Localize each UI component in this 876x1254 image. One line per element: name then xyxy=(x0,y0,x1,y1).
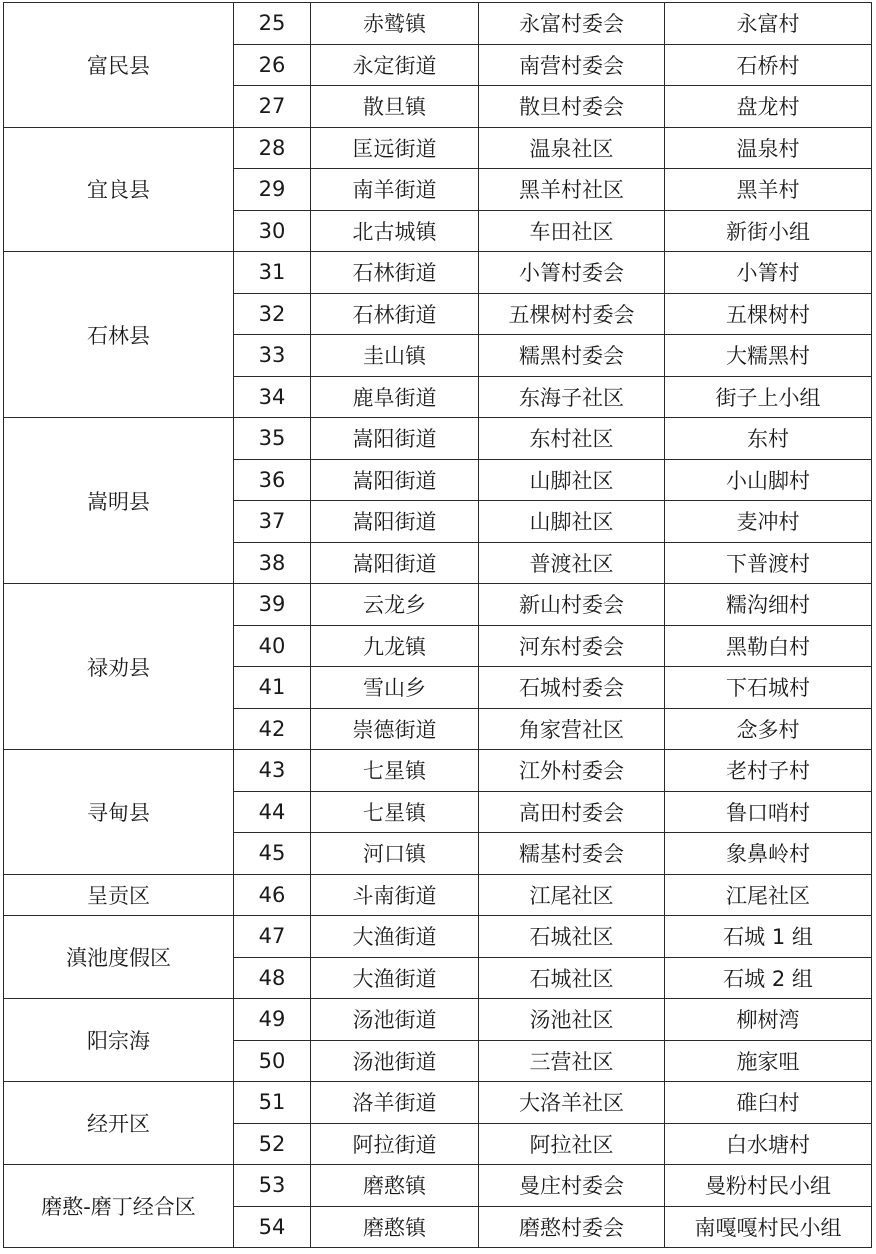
committee-cell: 曼庄村委会 xyxy=(479,1165,665,1207)
village-cell: 石城 1 组 xyxy=(665,916,872,958)
town-cell: 赤鹫镇 xyxy=(311,3,479,45)
row-number-cell: 49 xyxy=(234,999,311,1041)
town-cell: 嵩阳街道 xyxy=(311,542,479,584)
committee-cell: 山脚社区 xyxy=(479,459,665,501)
village-cell: 糯沟细村 xyxy=(665,584,872,626)
row-number-cell: 40 xyxy=(234,625,311,667)
table-row xyxy=(4,418,872,460)
table-row xyxy=(4,3,872,45)
village-cell: 盘龙村 xyxy=(665,86,872,128)
town-cell: 嵩阳街道 xyxy=(311,418,479,460)
village-cell: 鲁口哨村 xyxy=(665,791,872,833)
town-cell: 石林街道 xyxy=(311,252,479,294)
table-row xyxy=(4,916,872,958)
committee-cell: 河东村委会 xyxy=(479,625,665,667)
row-number-cell: 38 xyxy=(234,542,311,584)
table-row xyxy=(4,252,872,294)
town-cell: 汤池街道 xyxy=(311,1040,479,1082)
row-number-cell: 34 xyxy=(234,376,311,418)
town-cell: 河口镇 xyxy=(311,833,479,875)
town-cell: 九龙镇 xyxy=(311,625,479,667)
town-cell: 鹿阜街道 xyxy=(311,376,479,418)
row-number-cell: 32 xyxy=(234,293,311,335)
table-body xyxy=(4,3,872,1248)
village-cell: 永富村 xyxy=(665,3,872,45)
town-cell: 七星镇 xyxy=(311,791,479,833)
village-cell: 石桥村 xyxy=(665,44,872,86)
village-cell: 大糯黑村 xyxy=(665,335,872,377)
town-cell: 斗南街道 xyxy=(311,874,479,916)
row-number-cell: 36 xyxy=(234,459,311,501)
committee-cell: 汤池社区 xyxy=(479,999,665,1041)
town-cell: 七星镇 xyxy=(311,750,479,792)
village-cell: 施家咀 xyxy=(665,1040,872,1082)
town-cell: 云龙乡 xyxy=(311,584,479,626)
town-cell: 南羊街道 xyxy=(311,169,479,211)
village-cell: 柳树湾 xyxy=(665,999,872,1041)
row-number-cell: 44 xyxy=(234,791,311,833)
village-cell: 象鼻岭村 xyxy=(665,833,872,875)
table-row xyxy=(4,127,872,169)
committee-cell: 南营村委会 xyxy=(479,44,665,86)
town-cell: 永定街道 xyxy=(311,44,479,86)
village-cell: 白水塘村 xyxy=(665,1123,872,1165)
row-number-cell: 41 xyxy=(234,667,311,709)
town-cell: 圭山镇 xyxy=(311,335,479,377)
committee-cell: 车田社区 xyxy=(479,210,665,252)
village-cell: 小山脚村 xyxy=(665,459,872,501)
row-number-cell: 43 xyxy=(234,750,311,792)
town-cell: 雪山乡 xyxy=(311,667,479,709)
committee-cell: 山脚社区 xyxy=(479,501,665,543)
row-number-cell: 31 xyxy=(234,252,311,294)
row-number-cell: 25 xyxy=(234,3,311,45)
village-cell: 曼粉村民小组 xyxy=(665,1165,872,1207)
town-cell: 北古城镇 xyxy=(311,210,479,252)
committee-cell: 石城社区 xyxy=(479,957,665,999)
village-cell: 下石城村 xyxy=(665,667,872,709)
row-number-cell: 33 xyxy=(234,335,311,377)
row-number-cell: 52 xyxy=(234,1123,311,1165)
committee-cell: 东海子社区 xyxy=(479,376,665,418)
county-cell: 寻甸县 xyxy=(4,750,234,875)
document-page xyxy=(3,2,872,1248)
row-number-cell: 37 xyxy=(234,501,311,543)
town-cell: 崇德街道 xyxy=(311,708,479,750)
village-cell: 老村子村 xyxy=(665,750,872,792)
county-cell: 滇池度假区 xyxy=(4,916,234,999)
county-cell: 宜良县 xyxy=(4,127,234,252)
committee-cell: 角家营社区 xyxy=(479,708,665,750)
committee-cell: 阿拉社区 xyxy=(479,1123,665,1165)
village-cell: 下普渡村 xyxy=(665,542,872,584)
town-cell: 洛羊街道 xyxy=(311,1082,479,1124)
row-number-cell: 50 xyxy=(234,1040,311,1082)
table-row xyxy=(4,584,872,626)
county-cell: 经开区 xyxy=(4,1082,234,1165)
committee-cell: 石城村委会 xyxy=(479,667,665,709)
row-number-cell: 26 xyxy=(234,44,311,86)
committee-cell: 黑羊村社区 xyxy=(479,169,665,211)
table-row xyxy=(4,1165,872,1207)
committee-cell: 江尾社区 xyxy=(479,874,665,916)
village-cell: 东村 xyxy=(665,418,872,460)
row-number-cell: 53 xyxy=(234,1165,311,1207)
village-cell: 街子上小组 xyxy=(665,376,872,418)
committee-cell: 东村社区 xyxy=(479,418,665,460)
table-row xyxy=(4,1082,872,1124)
town-cell: 嵩阳街道 xyxy=(311,459,479,501)
row-number-cell: 30 xyxy=(234,210,311,252)
row-number-cell: 51 xyxy=(234,1082,311,1124)
row-number-cell: 35 xyxy=(234,418,311,460)
committee-cell: 普渡社区 xyxy=(479,542,665,584)
row-number-cell: 46 xyxy=(234,874,311,916)
committee-cell: 磨憨村委会 xyxy=(479,1206,665,1248)
table-row xyxy=(4,999,872,1041)
committee-cell: 五棵树村委会 xyxy=(479,293,665,335)
row-number-cell: 27 xyxy=(234,86,311,128)
town-cell: 散旦镇 xyxy=(311,86,479,128)
village-cell: 黑羊村 xyxy=(665,169,872,211)
village-cell: 温泉村 xyxy=(665,127,872,169)
village-cell: 五棵树村 xyxy=(665,293,872,335)
village-cell: 黑勒白村 xyxy=(665,625,872,667)
town-cell: 嵩阳街道 xyxy=(311,501,479,543)
committee-cell: 三营社区 xyxy=(479,1040,665,1082)
county-cell: 富民县 xyxy=(4,3,234,128)
committee-cell: 糯基村委会 xyxy=(479,833,665,875)
town-cell: 磨憨镇 xyxy=(311,1165,479,1207)
county-cell: 阳宗海 xyxy=(4,999,234,1082)
row-number-cell: 28 xyxy=(234,127,311,169)
town-cell: 大渔街道 xyxy=(311,916,479,958)
row-number-cell: 54 xyxy=(234,1206,311,1248)
table-row xyxy=(4,874,872,916)
county-cell: 禄劝县 xyxy=(4,584,234,750)
row-number-cell: 29 xyxy=(234,169,311,211)
village-cell: 念多村 xyxy=(665,708,872,750)
committee-cell: 新山村委会 xyxy=(479,584,665,626)
committee-cell: 石城社区 xyxy=(479,916,665,958)
table-row xyxy=(4,750,872,792)
town-cell: 阿拉街道 xyxy=(311,1123,479,1165)
row-number-cell: 45 xyxy=(234,833,311,875)
village-cell: 小箐村 xyxy=(665,252,872,294)
town-cell: 磨憨镇 xyxy=(311,1206,479,1248)
village-cell: 新街小组 xyxy=(665,210,872,252)
committee-cell: 小箐村委会 xyxy=(479,252,665,294)
county-cell: 嵩明县 xyxy=(4,418,234,584)
village-cell: 江尾社区 xyxy=(665,874,872,916)
committee-cell: 高田村委会 xyxy=(479,791,665,833)
town-cell: 匡远街道 xyxy=(311,127,479,169)
row-number-cell: 48 xyxy=(234,957,311,999)
village-cell: 碓臼村 xyxy=(665,1082,872,1124)
row-number-cell: 39 xyxy=(234,584,311,626)
village-cell: 石城 2 组 xyxy=(665,957,872,999)
committee-cell: 江外村委会 xyxy=(479,750,665,792)
committee-cell: 糯黑村委会 xyxy=(479,335,665,377)
town-cell: 汤池街道 xyxy=(311,999,479,1041)
county-cell: 呈贡区 xyxy=(4,874,234,916)
village-cell: 南嘎嘎村民小组 xyxy=(665,1206,872,1248)
town-cell: 石林街道 xyxy=(311,293,479,335)
county-cell: 磨憨-磨丁经合区 xyxy=(4,1165,234,1248)
village-cell: 麦冲村 xyxy=(665,501,872,543)
committee-cell: 温泉社区 xyxy=(479,127,665,169)
town-cell: 大渔街道 xyxy=(311,957,479,999)
county-cell: 石林县 xyxy=(4,252,234,418)
village-table xyxy=(3,2,872,1248)
committee-cell: 永富村委会 xyxy=(479,3,665,45)
row-number-cell: 47 xyxy=(234,916,311,958)
row-number-cell: 42 xyxy=(234,708,311,750)
committee-cell: 散旦村委会 xyxy=(479,86,665,128)
committee-cell: 大洛羊社区 xyxy=(479,1082,665,1124)
